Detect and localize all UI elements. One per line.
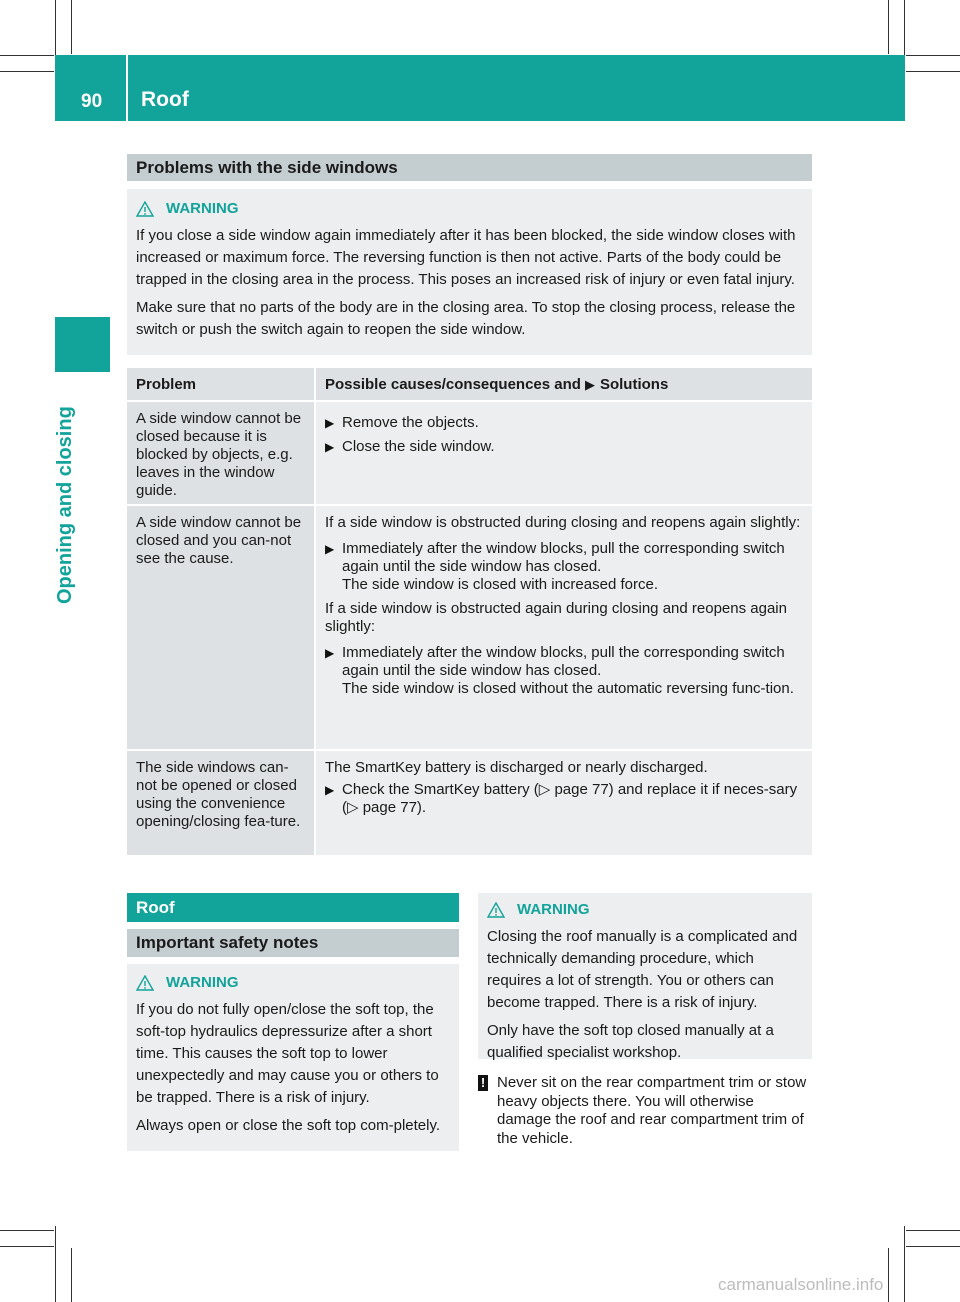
step-item: ▶ Immediately after the window blocks, pull the corresponding switch again until the side window has closed. The side window is closed without the automatic reversing func-tion. bbox=[325, 644, 794, 697]
cause-text: The SmartKey battery is discharged or nearly discharged. bbox=[325, 759, 708, 776]
problem-text: A side window cannot be closed and you can-not see the cause. bbox=[136, 514, 302, 567]
crop-mark bbox=[0, 55, 54, 56]
table-header-solutions: Possible causes/consequences and ▶ Solutions bbox=[316, 368, 812, 400]
table-row bbox=[127, 402, 314, 504]
crop-mark bbox=[906, 1246, 960, 1247]
section-heading-problems: Problems with the side windows bbox=[127, 154, 812, 181]
step-arrow-icon: ▶ bbox=[325, 783, 335, 797]
table-row bbox=[316, 506, 812, 749]
crop-mark bbox=[71, 0, 72, 54]
step-arrow-icon: ▶ bbox=[325, 440, 335, 454]
warning-label: WARNING bbox=[166, 200, 239, 217]
crop-mark bbox=[906, 1230, 960, 1231]
crop-mark bbox=[0, 1246, 54, 1247]
warning-box-manual-close bbox=[478, 893, 812, 1059]
warning-text: Closing the roof manually is a complicated and technically demanding procedure, which requires a lot of strength. You or others can become trapped. There is a risk of injury. bbox=[487, 928, 798, 1011]
step-arrow-icon: ▶ bbox=[325, 542, 335, 556]
section-heading-roof: Roof bbox=[127, 893, 459, 922]
notice-box bbox=[478, 1074, 812, 1148]
warning-text: Only have the soft top closed manually at a qualified specialist workshop. bbox=[487, 1022, 774, 1061]
table-row bbox=[127, 506, 314, 749]
crop-mark bbox=[71, 1248, 72, 1302]
header-divider bbox=[126, 55, 128, 121]
step-item: ▶ Check the SmartKey battery (▷ page 77) and replace it if neces-sary (▷ page 77). bbox=[325, 781, 798, 816]
notice-text: Never sit on the rear compartment trim or stow heavy objects there. You will otherwise damage the roof and rear compartment trim of the vehicle. bbox=[497, 1074, 807, 1147]
crop-mark bbox=[904, 1226, 905, 1302]
table-row bbox=[127, 751, 314, 855]
warning-text: Always open or close the soft top com-pletely. bbox=[136, 1117, 441, 1134]
warning-triangle-icon bbox=[136, 201, 154, 217]
crop-mark bbox=[0, 1230, 54, 1231]
step-item: ▶ Remove the objects. bbox=[325, 414, 479, 431]
warning-triangle-icon bbox=[136, 975, 154, 991]
crop-mark bbox=[888, 1248, 889, 1302]
subsection-heading-safety: Important safety notes bbox=[127, 929, 459, 957]
table-row bbox=[316, 751, 812, 855]
step-item: ▶ Immediately after the window blocks, pull the corresponding switch again until the side window has closed. The side window is closed with increased force. bbox=[325, 540, 785, 593]
header-title: Roof bbox=[141, 88, 189, 111]
table-header-problem: Problem bbox=[127, 368, 314, 400]
cause-text: If a side window is obstructed again during closing and reopens again slightly: bbox=[325, 600, 787, 635]
notice-icon: ! bbox=[478, 1075, 488, 1091]
warning-label: WARNING bbox=[517, 901, 590, 918]
step-arrow-icon: ▶ bbox=[325, 646, 335, 660]
step-item: ▶ Close the side window. bbox=[325, 438, 495, 455]
warning-triangle-icon bbox=[487, 902, 505, 918]
warning-text: Make sure that no parts of the body are in the closing area. To stop the closing process, release the switch or push the switch again to reopen the side window. bbox=[136, 299, 796, 338]
warning-header bbox=[487, 899, 803, 921]
table-row bbox=[316, 402, 812, 504]
page-header bbox=[55, 55, 905, 121]
chapter-label: Opening and closing bbox=[54, 406, 76, 604]
warning-text: If you do not fully open/close the soft top, the soft-top hydraulics depressurize after a short time. This causes the soft top to lower unexpectedly and may cause you or others to be trapped. There is a risk of injury. bbox=[136, 1001, 439, 1106]
cause-text: If a side window is obstructed during closing and reopens again slightly: bbox=[325, 514, 801, 531]
warning-box-side-windows bbox=[127, 189, 812, 355]
problem-text: A side window cannot be closed because it is blocked by objects, e.g. leaves in the window guide. bbox=[136, 410, 302, 499]
warning-text: If you close a side window again immediately after it has been blocked, the side window closes with increased or maximum force. The reversing function is then not active. Parts of the body could be trapped in the closing area in the process. This poses an increased risk of injury or even fatal injury. bbox=[136, 227, 796, 288]
warning-label: WARNING bbox=[166, 974, 239, 991]
crop-mark bbox=[0, 71, 54, 72]
warning-header bbox=[136, 972, 450, 994]
warning-box-soft-top bbox=[127, 964, 459, 1151]
problem-text: The side windows can-not be opened or closed using the convenience opening/closing fea-ture. bbox=[136, 759, 301, 830]
step-arrow-icon: ▶ bbox=[325, 416, 335, 430]
warning-header bbox=[136, 198, 803, 220]
crop-mark bbox=[906, 55, 960, 56]
solution-arrow-icon: ▶ bbox=[584, 377, 595, 392]
crop-mark bbox=[906, 71, 960, 72]
page-number: 90 bbox=[81, 91, 103, 112]
watermark: carmanualsonline.info bbox=[718, 1275, 884, 1294]
crop-mark bbox=[888, 0, 889, 54]
crop-mark bbox=[55, 1226, 56, 1302]
